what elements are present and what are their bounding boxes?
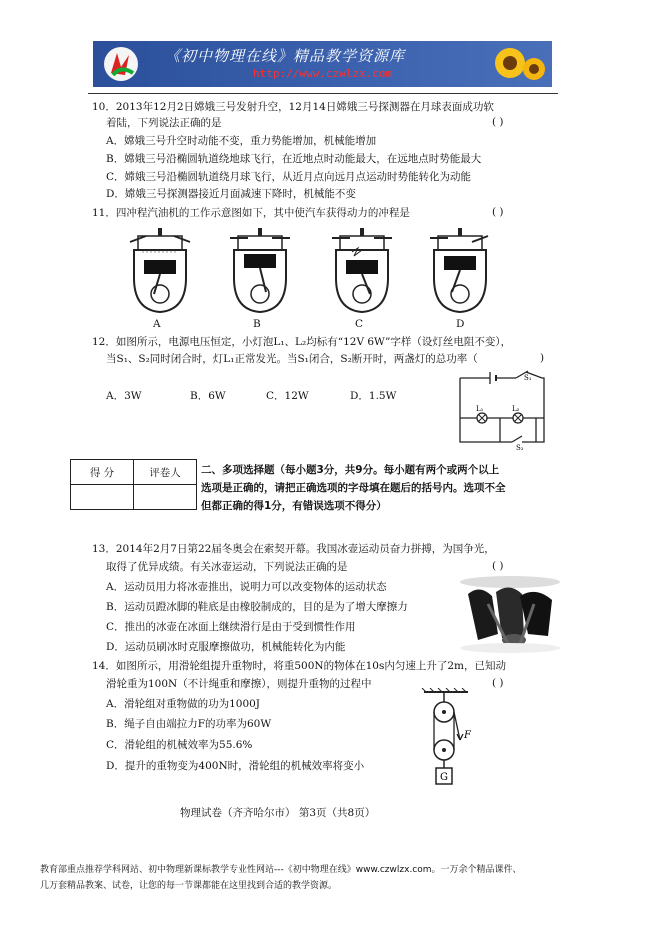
- q10-answer-bracket: ( ): [492, 116, 504, 128]
- engine-label-b: B: [253, 318, 261, 330]
- q13-option-d: D．运动员刷冰时克服摩擦做功，机械能转化为内能: [106, 641, 346, 653]
- q10-option-b: B．嫦娥三号沿椭圆轨道绕地球飞行，在近地点时动能最大，在远地点时势能最大: [106, 153, 482, 165]
- engine-diagram-b: [220, 228, 300, 320]
- q11-answer-bracket: ( ): [492, 206, 504, 218]
- circuit-l2-label: L₂: [512, 405, 520, 413]
- q12-stem-line1: 12．如图所示，电源电压恒定，小灯泡L₁、L₂均标有“12V 6W”字样（设灯丝电阻不变），: [92, 336, 512, 348]
- header-banner: [93, 41, 552, 87]
- pulley-weight-label: G: [440, 772, 448, 783]
- curling-photo: [458, 574, 562, 654]
- q13-option-a: A．运动员用力将冰壶推出，说明力可以改变物体的运动状态: [106, 581, 387, 593]
- engine-diagram-a: [120, 228, 200, 320]
- q14-option-a: A．滑轮组对重物做的功为1000J: [106, 698, 261, 710]
- q14-option-c: C．滑轮组的机械效率为55.6%: [106, 739, 253, 751]
- grader-cell: [134, 485, 197, 510]
- q14-option-b: B．绳子自由端拉力F的功率为60W: [106, 718, 272, 730]
- q13-stem-line2: 取得了优异成绩。有关冰壶运动，下列说法正确的是: [106, 561, 348, 573]
- promo-note-line1: 教育部重点推荐学科网站、初中物理新课标教学专业性网站---《初中物理在线》www.czwlzx.com。一万余个精品课件、: [40, 865, 522, 875]
- site-logo-icon: [103, 45, 139, 83]
- q14-stem-line1: 14．如图所示，用滑轮组提升重物时，将重500N的物体在10s内匀速上升了2m，已知动: [92, 660, 506, 672]
- circuit-l1-label: L₁: [476, 405, 484, 413]
- q10-stem-line1: 10．2013年12月2日嫦娥三号发射升空，12月14日嫦娥三号探测器在月球表面成功软: [92, 101, 494, 113]
- q10-option-a: A．嫦娥三号升空时动能不变，重力势能增加，机械能增加: [106, 135, 377, 147]
- section2-line3: 但都正确的得1分，有错误选项不得分）: [201, 500, 387, 512]
- q13-stem-line1: 13．2014年2月7日第22届冬奥会在索契开幕。我国冰壶运动员奋力拼搏，为国争光，: [92, 543, 495, 555]
- section2-line2: 选项是正确的，请把正确选项的字母填在题后的括号内。选项不全: [201, 482, 506, 494]
- section2-line1: 二、多项选择题（每小题3分，共9分。每小题有两个或两个以上: [201, 464, 500, 476]
- circuit-s2-label: S₂: [516, 444, 524, 450]
- q12-option-b: B．6W: [190, 390, 226, 402]
- score-header: 得 分: [71, 460, 134, 485]
- q13-option-c: C．推出的冰壶在冰面上继续滑行是由于受到惯性作用: [106, 621, 356, 633]
- q11-stem: 11．四冲程汽油机的工作示意图如下，其中使汽车获得动力的冲程是: [92, 207, 410, 219]
- score-table: [70, 459, 197, 510]
- banner-url: http://www.czwlzx.com: [253, 67, 393, 80]
- engine-diagram-c: [322, 228, 402, 320]
- q12-option-a: A．3W: [106, 390, 142, 402]
- pulley-diagram: [418, 688, 488, 792]
- q10-stem-line2: 着陆，下列说法正确的是: [106, 117, 222, 129]
- circuit-s1-label: S₁: [524, 374, 532, 382]
- q10-option-c: C．嫦娥三号沿椭圆轨道绕月球飞行，从近月点向远月点运动时势能转化为动能: [106, 171, 472, 183]
- q12-option-c: C．12W: [266, 390, 309, 402]
- q13-option-b: B．运动员蹬冰脚的鞋底是由橡胶制成的，目的是为了增大摩擦力: [106, 601, 408, 613]
- q14-answer-bracket: ( ): [492, 677, 504, 689]
- banner-title: 《初中物理在线》精品教学资源库: [165, 47, 406, 65]
- engine-label-d: D: [456, 318, 465, 330]
- sunflower-icon: [490, 43, 548, 85]
- page-footer: 物理试卷（齐齐哈尔市） 第3页（共8页）: [180, 807, 376, 819]
- q14-stem-line2: 滑轮重为100N（不计绳重和摩擦），则提升重物的过程中: [106, 678, 372, 690]
- engine-label-a: A: [153, 318, 161, 330]
- circuit-diagram: [452, 368, 552, 450]
- pulley-force-label: F: [464, 730, 471, 741]
- q10-option-d: D．嫦娥三号探测器接近月面减速下降时，机械能不变: [106, 188, 356, 200]
- engine-label-c: C: [355, 318, 364, 330]
- grader-header: 评卷人: [134, 460, 197, 485]
- header-rule: [88, 93, 558, 94]
- q12-option-d: D．1.5W: [350, 390, 397, 402]
- engine-diagram-d: [420, 228, 500, 320]
- q12-answer-bracket: ): [540, 352, 545, 364]
- promo-note-line2: 几万套精品教案、试卷，让您的每一节课都能在这里找到合适的教学资源。: [40, 881, 338, 891]
- q13-answer-bracket: ( ): [492, 560, 504, 572]
- q14-option-d: D．提升的重物变为400N时，滑轮组的机械效率将变小: [106, 760, 365, 772]
- q12-stem-line2: 当S₁、S₂同时闭合时，灯L₁正常发光。当S₁闭合，S₂断开时，两盏灯的总功率（: [106, 353, 478, 365]
- score-cell: [71, 485, 134, 510]
